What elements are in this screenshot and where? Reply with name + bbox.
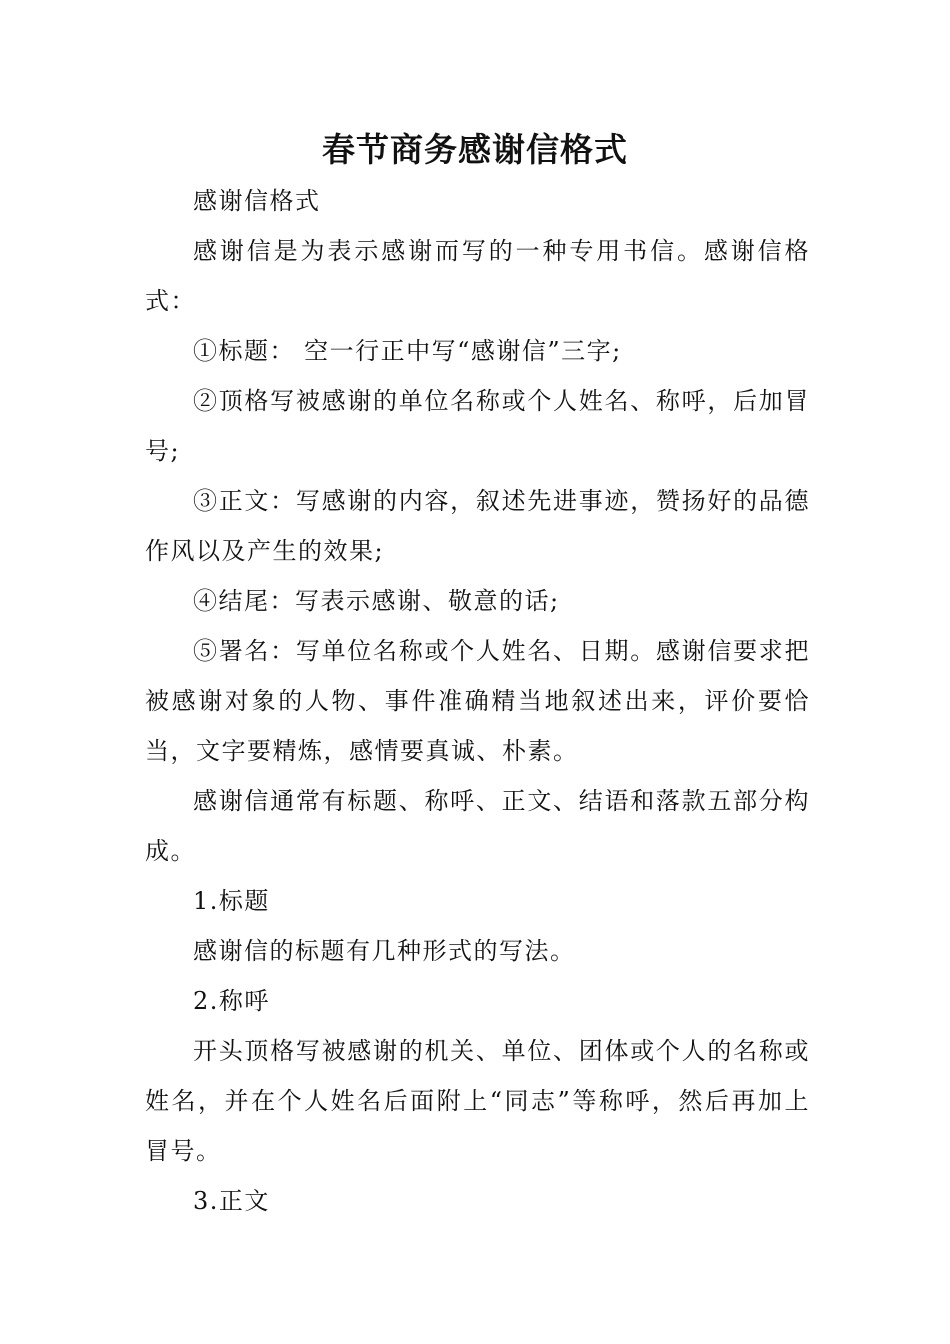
paragraph: 感谢信格式	[193, 187, 321, 215]
document-body	[145, 176, 810, 1226]
section-heading: 3.正文	[193, 1187, 270, 1215]
list-item: ②顶格写被感谢的单位名称或个人姓名、称呼，后加冒号;	[145, 387, 810, 465]
list-item: ④结尾：写表示感谢、敬意的话;	[193, 587, 560, 615]
paragraph: 感谢信通常有标题、称呼、正文、结语和落款五部分构成。	[145, 787, 810, 865]
paragraph: 开头顶格写被感谢的机关、单位、团体或个人的名称或姓名，并在个人姓名后面附上“同志”等称呼，然后再加上冒号。	[145, 1037, 810, 1165]
section-heading: 1.标题	[193, 887, 270, 915]
list-item: ①标题： 空一行正中写“感谢信”三字;	[193, 337, 622, 365]
section-heading: 2.称呼	[193, 987, 270, 1015]
list-item: ⑤署名：写单位名称或个人姓名、日期。感谢信要求把被感谢对象的人物、事件准确精当地叙述出来，评价要恰当，文字要精炼，感情要真诚、朴素。	[145, 637, 810, 765]
document-title: 春节商务感谢信格式	[322, 130, 628, 169]
list-item: ③正文：写感谢的内容，叙述先进事迹，赞扬好的品德作风以及产生的效果;	[145, 487, 810, 565]
paragraph: 感谢信是为表示感谢而写的一种专用书信。感谢信格式：	[145, 237, 810, 315]
paragraph: 感谢信的标题有几种形式的写法。	[193, 937, 576, 965]
